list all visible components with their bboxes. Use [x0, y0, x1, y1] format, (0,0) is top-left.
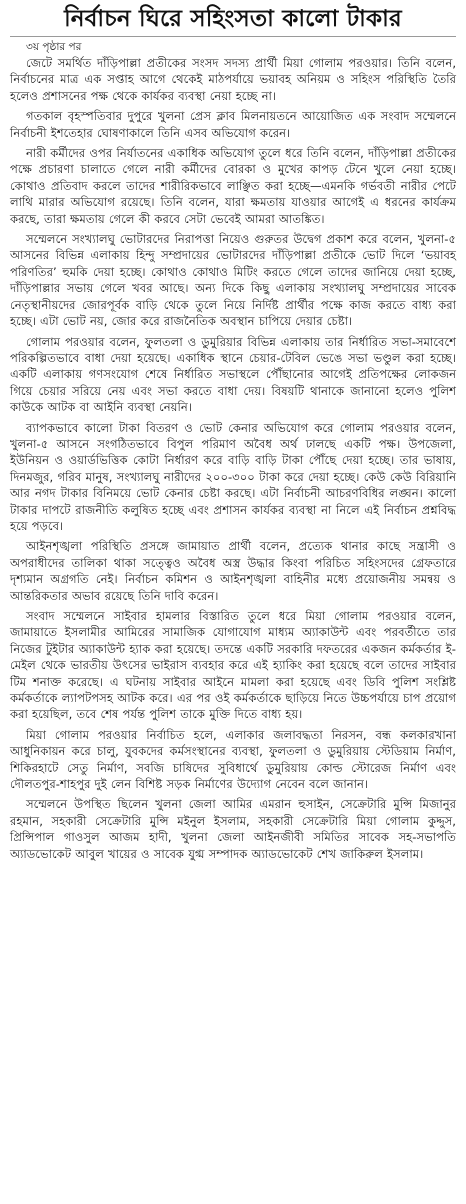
article-paragraph: নারী কর্মীদের ওপর নির্যাতনের একাধিক অভিযোগ তুলে ধরে তিনি বলেন, দাঁড়িপাল্লা প্রতীকের পক্ষে প্রচারণা চালাতে গেলে নারী কর্মীদের বোরকা ও মুখের কাপড় টেনে খুলে নেয়া হচ্ছে। কোথাও প্রতিবাদ করলে তাদের শারীরিকভাবে লাঞ্ছিত করা হচ্ছে—এমনকি গর্ভবতী নারীর পেটে লাথি মারার অভিযোগ রয়েছে। তিনি বলেন, যারা ক্ষমতায় যাওয়ার আগেই এ ধরনের কার্যক্রম করছে, তারা ক্ষমতায় গেলে কী করবে সেটা ভেবেই আমরা আতঙ্কিত।	[10, 146, 456, 226]
article-paragraph: সংবাদ সম্মেলনে সাইবার হামলার বিস্তারিত তুলে ধরে মিয়া গোলাম পরওয়ার বলেন, জামায়াতে ইসলামীর আমিরের সামাজিক যোগাযোগ মাধ্যম অ্যাকাউন্ট এবং পরবর্তীতে তার নিজের টুইটার অ্যাকাউন্ট হ্যাক করা হয়েছে। তদন্তে একটি সরকারি দফতরের একজন কর্মকর্তার ই-মেইল থেকে ভারতীয় উৎসের ভাইরাস ব্যবহার করে এই হ্যাকিং করা হয়েছে বলে তাদের সাইবার টিম শনাক্ত করেছে। এ ঘটনায় সাইবার আইনে মামলা করা হয়েছে এবং ডিবি পুলিশ সংশ্লিষ্ট কর্মকর্তাকে ল্যাপটপসহ আটক করে। এর পর ওই কর্মকর্তাকে ছাড়িয়ে নিতে উচ্চপর্যায়ে চাপ প্রয়োগ করা হয়েছিল, তবে শেষ পর্যন্ত পুলিশ তাকে মুক্তি দিতে বাধ্য হয়।	[10, 609, 456, 722]
headline-divider	[10, 36, 456, 37]
article-paragraph: আইনশৃঙ্খলা পরিস্থিতি প্রসঙ্গে জামায়াত প্রার্থী বলেন, প্রত্যেক থানার কাছে সন্ত্রাসী ও অপরাধীদের তালিকা থাকা সত্ত্বেও অবৈধ অস্ত্র উদ্ধার কিংবা পরিচিত সহিংসদের গ্রেফতারে দৃশ্যমান অগ্রগতি নেই। নির্বাচন কমিশন ও আইনশৃঙ্খলা বাহিনীর মধ্যে প্রয়োজনীয় সমন্বয় ও আন্তরিকতার অভাব রয়েছে তিনি দাবি করেন।	[10, 539, 456, 603]
continued-from-label: ৩য় পৃষ্ঠার পর	[26, 41, 82, 53]
article-paragraph: সম্মেলনে উপস্থিত ছিলেন খুলনা জেলা আমির এমরান হুসাইন, সেক্রেটারি মুন্সি মিজানুর রহমান, সহকারী সেক্রেটারি মুন্সি মইনুল ইসলাম, সহকারী সেক্রেটারি মিয়া গোলাম কুদ্দুস, প্রিন্সিপাল গাওসুল আজম হাদী, খুলনা জেলা আইনজীবী সমিতির সাবেক সহ-সভাপতি অ্যাডভোকেট আবুল খায়ের ও সাবেক যুগ্ম সম্পাদক অ্যাডভোকেট শেখ জাকিরুল ইসলাম।	[10, 797, 456, 861]
article-headline: নির্বাচন ঘিরে সহিংসতা কালো টাকার	[64, 6, 402, 32]
article-paragraph: গোলাম পরওয়ার বলেন, ফুলতলা ও ডুমুরিয়ার বিভিন্ন এলাকায় তার নির্ধারিত সভা-সমাবেশে পরিকল্পিতভাবে বাধা দেয়া হয়েছে। একাধিক স্থানে চেয়ার-টেবিল ভেঙে সভা ভণ্ডুল করা হচ্ছে। একটি এলাকায় গণসংযোগ শেষে নির্ধারিত সভাস্থলে পৌঁছানোর আগেই প্রতিপক্ষের লোকজন গিয়ে চেয়ার সরিয়ে নেয় এবং সভা করতে বাধা দেয়। বিষয়টি থানাকে জানানো হলেও পুলিশ কাউকে আটক বা আইনি ব্যবস্থা নেয়নি।	[10, 334, 456, 415]
article-paragraph: ব্যাপকভাবে কালো টাকা বিতরণ ও ভোট কেনার অভিযোগ করে গোলাম পরওয়ার বলেন, খুলনা-৫ আসনে সংগঠিতভাবে বিপুল পরিমাণ অবৈধ অর্থ ঢালছে একটি পক্ষ। উপজেলা, ইউনিয়ন ও ওয়ার্ডভিত্তিক কোটা নির্ধারণ করে বাড়ি বাড়ি টাকা পৌঁছে দেয়া হচ্ছে। তার ভাষায়, দিনমজুর, গরিব মানুষ, সংখ্যালঘু নারীদের ২০০-৩০০ টাকা করে দেয়া হচ্ছে। কেউ কেউ বিরিয়ানি আর নগদ টাকার বিনিময়ে ভোট কেনার চেষ্টা করছে। এটা নির্বাচনী আচরণবিধির লঙ্ঘন। কালো টাকার দাপটে রাজনীতি কলুষিত হচ্ছে এবং প্রশাসন কার্যকর ব্যবস্থা না নিলে এই নির্বাচন প্রশ্নবিদ্ধ হয়ে পড়বে।	[10, 420, 456, 533]
article-paragraph: জেটে সমর্থিত দাঁড়িপাল্লা প্রতীকের সংসদ সদস্য প্রার্থী মিয়া গোলাম পরওয়ার। তিনি বলেন, নির্বাচনের মাত্র এক সপ্তাহ আগে থেকেই মাঠপর্যায়ে ভয়াবহ অনিয়ম ও সহিংস পরিস্থিতি তৈরি হলেও প্রশাসনের পক্ষ থেকে কার্যকর ব্যবস্থা নেয়া হচ্ছে না।	[10, 56, 456, 103]
article-paragraph: গতকাল বৃহস্পতিবার দুপুরে খুলনা প্রেস ক্লাব মিলনায়তনে আয়োজিত এক সংবাদ সম্মেলনে নির্বাচনী ইশতেহার ঘোষণাকালে তিনি এসব অভিযোগ করেন।	[10, 109, 456, 140]
article-paragraph: সম্মেলনে সংখ্যালঘু ভোটারদের নিরাপত্তা নিয়েও গুরুতর উদ্বেগ প্রকাশ করে বলেন, খুলনা-৫ আসনের বিভিন্ন এলাকায় হিন্দু সম্প্রদায়ের ভোটারদের দাঁড়িপাল্লা প্রতীকে ভোট দিলে ‘ভয়াবহ পরিণতির’ হুমকি দেয়া হচ্ছে। কোথাও কোথাও মিটিং করতে গেলে তাদের জানিয়ে দেয়া হচ্ছে, দাঁড়িপাল্লার সভায় গেলে খবর আছে। অন্য দিকে কিছু এলাকায় সংখ্যালঘু সম্প্রদায়ের সাবেক নেতৃস্থানীয়দের জোরপূর্বক বাড়ি থেকে তুলে নিয়ে নির্দিষ্ট প্রার্থীর পক্ষে কাজ করতে বাধ্য করা হচ্ছে। এটা ভোট নয়, জোর করে রাজনৈতিক অবস্থান চাপিয়ে দেয়ার চেষ্টা।	[10, 232, 456, 329]
article-body	[10, 55, 456, 862]
article-paragraph: মিয়া গোলাম পরওয়ার নির্বাচিত হলে, এলাকার জলাবদ্ধতা নিরসন, বন্ধ কলকারখানা আধুনিকায়ন করে চালু, যুবকদের কর্মসংস্থানের ব্যবস্থা, ফুলতলা ও ডুমুরিয়ায় স্টেডিয়াম নির্মাণ, শিকিরহাটে সেতু নির্মাণ, সবজি চাষিদের সুবিধার্থে ডুমুরিয়ায় কোল্ড স্টোরেজ নির্মাণ এবং দৌলতপুর-শাহপুর দুই লেন বিশিষ্ট সড়ক নির্মাণের উদ্যোগ নেবেন বলে জানান।	[10, 727, 456, 792]
